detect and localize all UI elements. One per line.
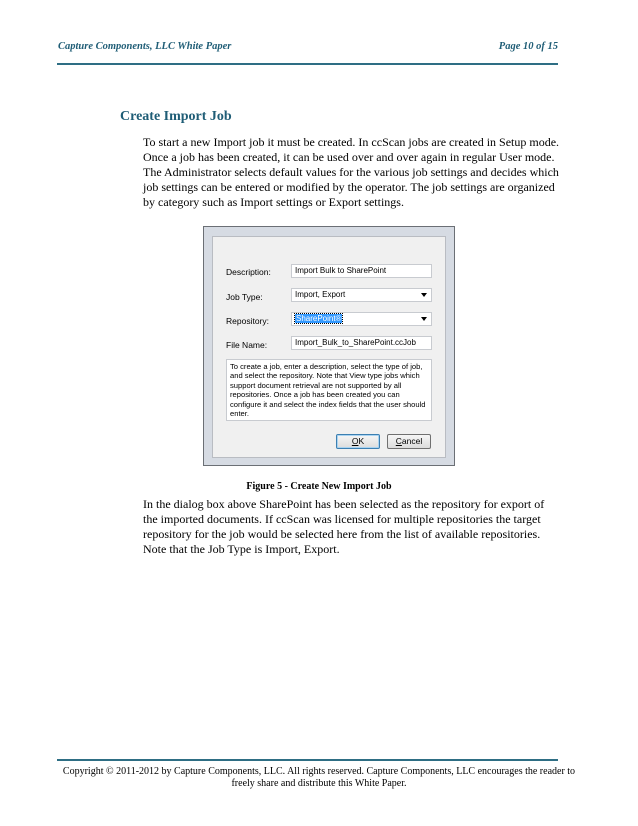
cancel-button[interactable] (387, 434, 431, 449)
description-input[interactable]: Import Bulk to SharePoint (291, 264, 432, 278)
section-heading: Create Import Job (120, 109, 232, 124)
cancel-mnemonic: C (395, 436, 402, 446)
ok-button[interactable] (336, 434, 380, 449)
repository-select[interactable] (291, 312, 432, 326)
intro-paragraph: To start a new Import job it must be created. In ccScan jobs are created in Setup mode. Once a job has been created, it can be used over and over again in regular User mode. The Administrator selects default values for the various job settings and decides which job settings can be entered or modified by the operator. The job settings are organized by category such as Import settings or Export settings. (143, 135, 560, 209)
job-type-label: Job Type: (226, 292, 263, 302)
chevron-down-icon (421, 293, 427, 297)
chevron-down-icon (421, 317, 427, 321)
file-name-input[interactable]: Import_Bulk_to_SharePoint.ccJob (291, 336, 432, 350)
page-number: Page 10 of 15 (498, 41, 558, 52)
job-type-select[interactable] (291, 288, 432, 302)
header-rule (57, 63, 558, 65)
description-label: Description: (226, 267, 271, 277)
repository-label: Repository: (226, 316, 269, 326)
create-job-dialog (203, 226, 455, 466)
dialog-content (212, 236, 446, 458)
footer-copyright: Copyright © 2011-2012 by Capture Components, LLC. All rights reserved. Capture Components, LLC encourages the reader to freely share and distribute this White Paper. (62, 766, 576, 789)
explanation-paragraph: In the dialog box above SharePoint has been selected as the repository for export of the imported documents. If ccScan was licensed for multiple repositories the target repository for the job would be selected here from the list of available repositories. Note that the Job Type is Import, Export. (143, 497, 545, 556)
file-name-label: File Name: (226, 340, 268, 350)
cancel-label-rest: ancel (401, 436, 423, 446)
info-text: To create a job, enter a description, select the type of job, and select the repository. Note that View type jobs which support document retrieval are not supported by all repositories. Once a job has been created you can configure it and select the index fields that the user should enter. (226, 359, 432, 421)
footer-rule (57, 759, 558, 761)
figure-caption: Figure 5 - Create New Import Job (246, 481, 392, 492)
header-title: Capture Components, LLC White Paper (58, 41, 232, 52)
ok-mnemonic: O (351, 436, 359, 446)
repository-value: SharePoint® (296, 314, 342, 323)
ok-label-rest: K (358, 436, 365, 446)
job-type-value: Import, Export (295, 290, 346, 299)
